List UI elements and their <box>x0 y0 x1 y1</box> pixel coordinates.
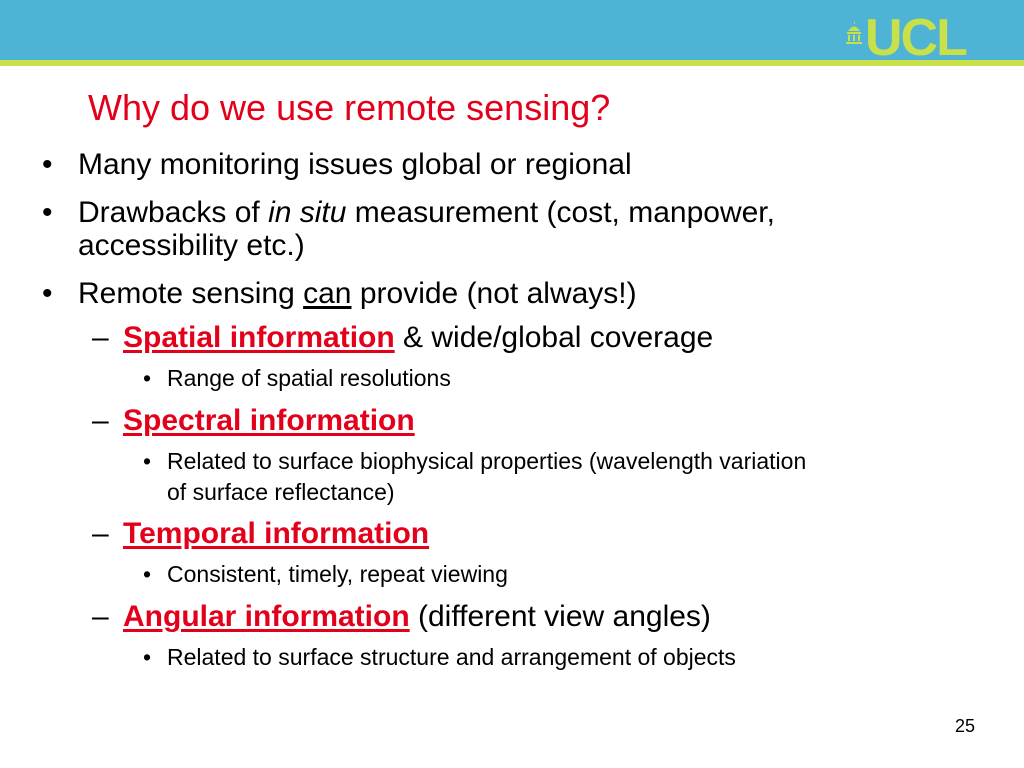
sub-item-heading: Spatial information <box>123 321 395 354</box>
bullet-marker: • <box>143 561 152 587</box>
underlined-term: can <box>303 277 352 310</box>
sub-item-heading: Spectral information <box>123 404 415 437</box>
slide-title: Why do we use remote sensing? <box>88 87 611 128</box>
ucl-logo <box>845 9 995 67</box>
bullet-marker: • <box>42 148 53 181</box>
dash-marker: – <box>92 404 109 437</box>
bullet-marker: • <box>143 448 152 474</box>
page-number: 25 <box>955 716 976 736</box>
bullet-marker: • <box>143 365 152 391</box>
bullet-marker: • <box>42 277 53 310</box>
dash-marker: – <box>92 600 109 633</box>
italic-term: in situ <box>268 196 347 229</box>
dash-marker: – <box>92 517 109 550</box>
bullet-marker: • <box>143 644 152 670</box>
sub-item-heading: Angular information <box>123 600 410 633</box>
portico-dome-icon <box>845 20 863 44</box>
bullet-marker: • <box>42 196 53 229</box>
logo-text: UCL <box>865 9 966 67</box>
bullet-text: Remote sensing can provide (not always!) <box>78 277 637 310</box>
bullet-text: Many monitoring issues global or regional <box>78 148 632 181</box>
bullet-text: Drawbacks of in situ measurement (cost, manpower, <box>78 196 775 229</box>
sub-item-heading: Temporal information <box>123 517 430 550</box>
dash-marker: – <box>92 321 109 354</box>
